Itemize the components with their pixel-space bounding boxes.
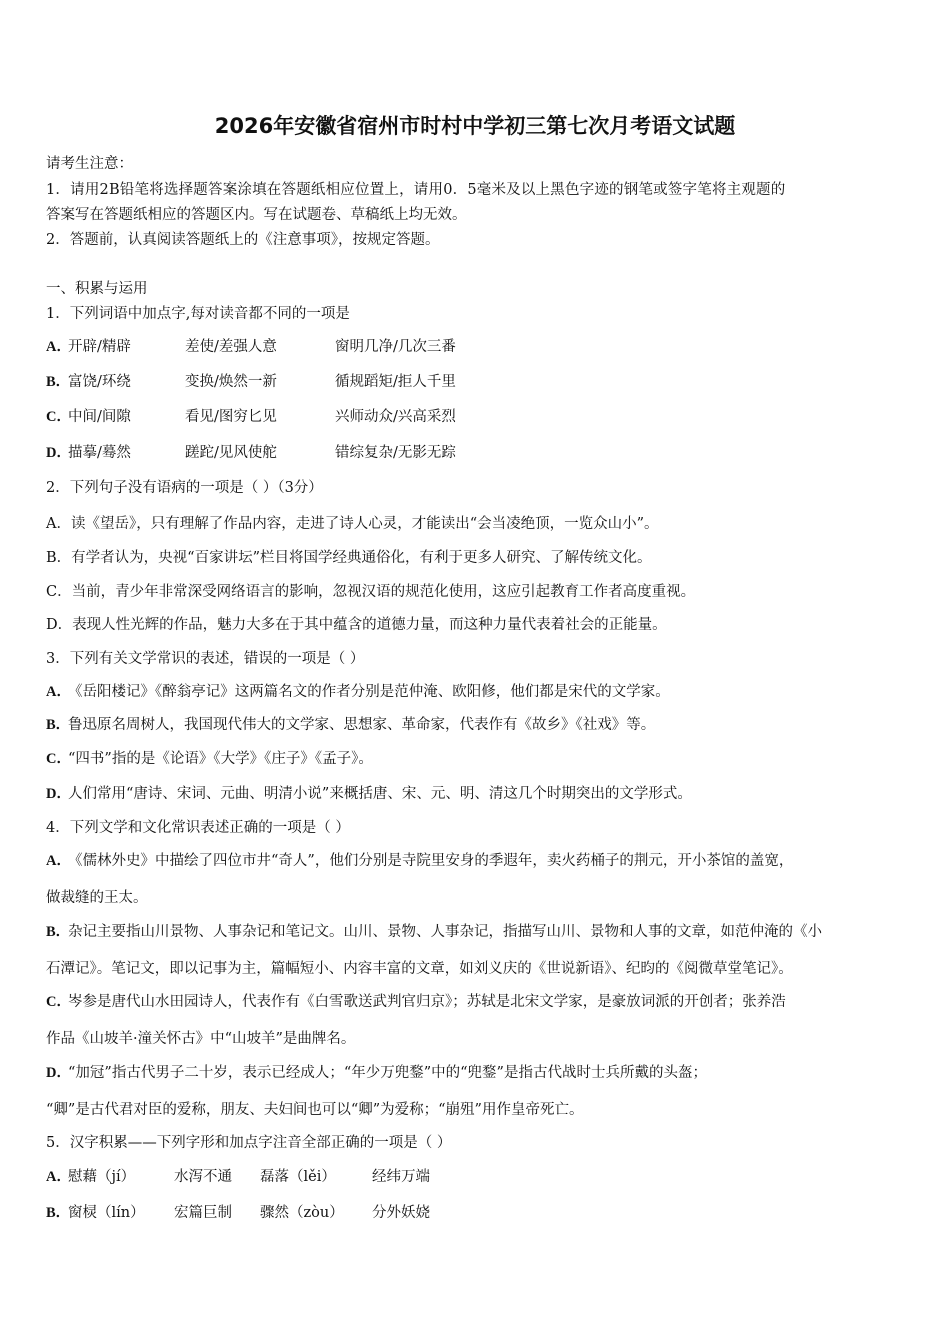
option-text: 人们常用“唐诗、宋词、元曲、明清小说”来概括唐、宋、元、明、清这几个时期突出的文学形式。	[68, 786, 692, 802]
option-label: A．	[46, 1169, 71, 1185]
option-word: 慰藉（jí）	[68, 1169, 136, 1185]
q5-option-a	[46, 1165, 430, 1186]
q3-option-c	[46, 747, 373, 768]
option-word: 开辟/精辟	[68, 339, 131, 355]
option-text: 杂记主要指山川景物、人事杂记和笔记文。山川、景物、人事杂记，指描写山川、景物和人事的文章，如范仲淹的《小	[68, 924, 822, 940]
option-word: 差使/差强人意	[185, 339, 277, 355]
option-text: “加冠”指古代男子二十岁，表示已经成人；“年少万兜鍪”中的“兜鍪”是指古代战时士兵所戴的头盔；	[68, 1065, 707, 1081]
option-label: D．	[46, 1065, 71, 1081]
q2-option-c: C．当前，青少年非常深受网络语言的影响，忽视汉语的规范化使用，这应引起教育工作者高度重视。	[46, 584, 696, 600]
option-word: 宏篇巨制	[174, 1205, 232, 1221]
option-text: 《岳阳楼记》《醉翁亭记》这两篇名文的作者分别是范仲淹、欧阳修，他们都是宋代的文学家。	[68, 684, 670, 700]
notice-line-3: 2．答题前，认真阅读答题纸上的《注意事项》，按规定答题。	[46, 232, 440, 248]
option-label: B．	[46, 924, 71, 940]
q3-option-b	[46, 713, 655, 734]
q4-stem: 4．下列文学和文化常识表述正确的一项是（ ）	[46, 820, 350, 836]
option-label: C．	[46, 751, 71, 767]
q1-option-b	[46, 370, 505, 391]
option-word: 窗棂（lín）	[68, 1205, 145, 1221]
page-title: 2026年安徽省宿州市时村中学初三第七次月考语文试题	[214, 114, 736, 138]
q4-option-a-cont: 做裁缝的王太。	[46, 890, 148, 906]
notice-heading: 请考生注意：	[46, 156, 133, 172]
option-word: 变换/焕然一新	[185, 374, 277, 390]
q2-option-d: D．表现人性光辉的作品，魅力大多在于其中蕴含的道德力量，而这种力量代表着社会的正能量。	[46, 617, 667, 633]
option-label: B．	[46, 374, 71, 390]
q1-option-d	[46, 441, 505, 462]
option-text: “四书”指的是《论语》《大学》《庄子》《孟子》。	[68, 751, 373, 767]
q2-option-b: B．有学者认为，央视“百家讲坛”栏目将国学经典通俗化，有利于更多人研究、了解传统文化。	[46, 550, 652, 566]
q3-stem: 3．下列有关文学常识的表述，错误的一项是（ ）	[46, 651, 365, 667]
option-word: 骤然（zòu）	[260, 1205, 344, 1221]
q1-option-c	[46, 405, 505, 426]
q4-option-a	[46, 849, 793, 870]
option-word: 描摹/蓦然	[68, 445, 131, 461]
q4-option-b-cont: 石潭记》。笔记文，即以记事为主，篇幅短小、内容丰富的文章，如刘义庆的《世说新语》、纪昀的《阅微草堂笔记》。	[46, 961, 793, 977]
option-label: B．	[46, 717, 71, 733]
q1-option-a	[46, 335, 505, 356]
option-label: C．	[46, 994, 71, 1010]
option-word: 看见/图穷匕见	[185, 409, 277, 425]
q4-option-d	[46, 1061, 707, 1082]
q4-option-d-cont: “卿”是古代君对臣的爱称，朋友、夫妇间也可以“卿”为爱称；“崩殂”用作皇帝死亡。	[46, 1102, 584, 1118]
option-word: 蹉跎/见风使舵	[185, 445, 277, 461]
option-label: A．	[46, 853, 71, 869]
option-label: D．	[46, 445, 71, 461]
option-text: 《儒林外史》中描绘了四位市井“奇人”，他们分别是寺院里安身的季遐年，卖火药桶子的荆元，开小茶馆的盖宽，	[68, 853, 794, 869]
option-text: 鲁迅原名周树人，我国现代伟大的文学家、思想家、革命家，代表作有《故乡》《社戏》等。	[68, 717, 656, 733]
option-word: 富饶/环绕	[68, 374, 131, 390]
section-heading: 一、积累与运用	[46, 281, 148, 297]
option-word: 中间/间隙	[68, 409, 131, 425]
q3-option-d	[46, 782, 692, 803]
option-label: A．	[46, 339, 71, 355]
option-label: D．	[46, 786, 71, 802]
q4-option-c	[46, 990, 786, 1011]
option-word: 错综复杂/无影无踪	[335, 445, 456, 461]
option-word: 水泻不通	[174, 1169, 232, 1185]
q3-option-a	[46, 680, 670, 701]
option-text: 岑参是唐代山水田园诗人，代表作有《白雪歌送武判官归京》；苏轼是北宋文学家，是豪放词派的开创者；张养浩	[68, 994, 786, 1010]
q4-option-c-cont: 作品《山坡羊·潼关怀古》中“山坡羊”是曲牌名。	[46, 1031, 356, 1047]
q1-stem: 1．下列词语中加点字,每对读音都不同的一项是	[46, 306, 350, 322]
option-label: A．	[46, 684, 71, 700]
option-word: 循规蹈矩/拒人千里	[335, 374, 456, 390]
option-word: 分外妖娆	[372, 1205, 430, 1221]
q5-stem: 5．汉字积累——下列字形和加点字注音全部正确的一项是（ ）	[46, 1135, 452, 1151]
q5-option-b	[46, 1201, 430, 1222]
option-word: 磊落（lěi）	[260, 1169, 336, 1185]
option-label: C．	[46, 409, 71, 425]
option-word: 经纬万端	[372, 1169, 430, 1185]
option-label: B．	[46, 1205, 71, 1221]
option-word: 窗明几净/几次三番	[335, 339, 456, 355]
q4-option-b	[46, 920, 822, 941]
notice-line-2: 答案写在答题纸相应的答题区内。写在试题卷、草稿纸上均无效。	[46, 207, 467, 223]
q2-stem: 2．下列句子没有语病的一项是（ ）（3分）	[46, 480, 323, 496]
q2-option-a: A．读《望岳》，只有理解了作品内容，走进了诗人心灵，才能读出“会当凌绝顶，一览众山小”。	[46, 516, 659, 532]
option-word: 兴师动众/兴高采烈	[335, 409, 456, 425]
notice-line-1: 1．请用2B铅笔将选择题答案涂填在答题纸相应位置上，请用0．5毫米及以上黑色字迹的钢笔或签字笔将主观题的	[46, 182, 786, 198]
